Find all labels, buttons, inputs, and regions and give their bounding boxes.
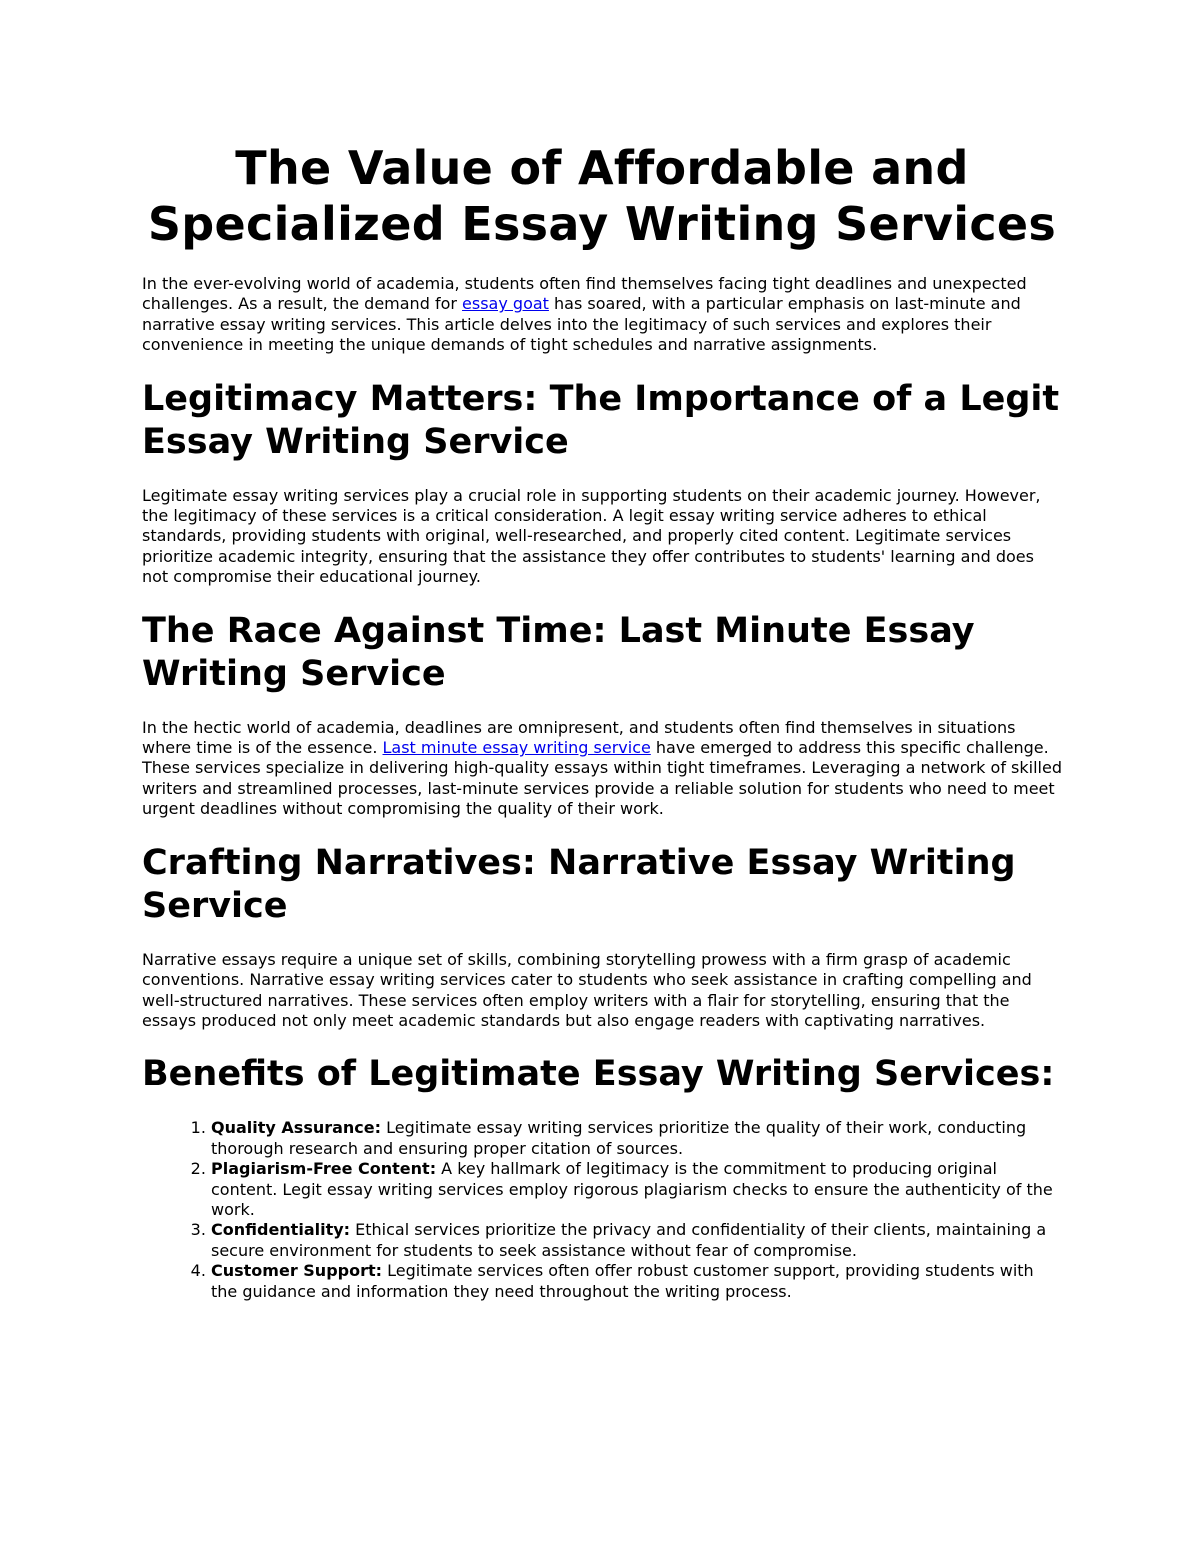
last-minute-text-start: In the hectic world of academia, deadlines are omnipresent, and students often find themselves in situations where time is of the essence.: [142, 717, 1016, 758]
benefit-term: Plagiarism-Free Content:: [211, 1159, 437, 1179]
intro-text-start: In the ever-evolving world of academia, students often find themselves facing tight deadlines and unexpected challenges. As a result, the demand for: [142, 274, 1027, 314]
intro-paragraph: [142, 274, 1062, 356]
last-minute-service-link[interactable]: Last minute essay writing service: [382, 738, 651, 758]
benefit-item-customer-support: [211, 1261, 1062, 1302]
benefit-item-plagiarism-free: [211, 1159, 1062, 1220]
legitimacy-heading: Legitimacy Matters: The Importance of a Legit Essay Writing Service: [142, 378, 1060, 462]
narrative-paragraph: Narrative essays require a unique set of skills, combining storytelling prowess with a firm grasp of academic conventions. Narrative essay writing services cater to students who seek assistance in crafting compelling and well-structured narratives. These services often employ writers with a flair for storytelling, ensuring that the essays produced not only meet academic standards but also engage readers with captivating narratives.: [142, 949, 1032, 1030]
benefit-description: Ethical services prioritize the privacy and confidentiality of their clients, maintaining a secure environment for students to seek assistance without fear of compromise.: [211, 1220, 1047, 1260]
narrative-heading: Crafting Narratives: Narrative Essay Writing Service: [142, 842, 1016, 926]
essay-goat-link[interactable]: essay goat: [462, 294, 549, 314]
benefit-item-confidentiality: [211, 1220, 1062, 1261]
benefit-description: A key hallmark of legitimacy is the commitment to producing original content. Legit essay writing services employ rigorous plagiarism checks to ensure the authenticity of the work.: [211, 1159, 1053, 1219]
benefit-description: Legitimate services often offer robust customer support, providing students with the guidance and information they need throughout the writing process.: [211, 1261, 1034, 1301]
page-title: The Value of Affordable and Specialized Essay Writing Services: [147, 141, 1057, 251]
benefit-item-quality-assurance: [211, 1118, 1062, 1159]
benefit-description: Legitimate essay writing services prioritize the quality of their work, conducting thorough research and ensuring proper citation of sources.: [211, 1118, 1027, 1158]
benefit-term: Customer Support:: [211, 1261, 383, 1281]
intro-text-end: has soared, with a particular emphasis on last-minute and narrative essay writing services. This article delves into the legitimacy of such services and explores their convenience in meeting the unique demands of tight schedules and narrative assignments.: [142, 294, 1021, 355]
document-content: [142, 140, 1062, 1302]
last-minute-text-end: have emerged to address this specific challenge. These services specialize in delivering high-quality essays within tight timeframes. Leveraging a network of skilled writers and streamlined processes, last-minute services provide a reliable solution for students who need to meet urgent deadlines without compromising the quality of their work.: [142, 738, 1062, 819]
benefits-heading: Benefits of Legitimate Essay Writing Services:: [142, 1054, 1055, 1095]
benefits-list: [142, 1118, 1062, 1302]
last-minute-heading: The Race Against Time: Last Minute Essay Writing Service: [142, 610, 975, 694]
benefit-term: Quality Assurance:: [211, 1118, 382, 1138]
last-minute-paragraph: [142, 718, 1062, 820]
benefit-term: Confidentiality:: [211, 1220, 351, 1240]
legitimacy-paragraph: Legitimate essay writing services play a crucial role in supporting students on their academic journey. However, the legitimacy of these services is a critical consideration. A legit essay writing service adheres to ethical standards, providing students with original, well-researched, and properly cited content. Legitimate services prioritize academic integrity, ensuring that the assistance they offer contributes to students' learning and does not compromise their educational journey.: [142, 485, 1041, 587]
